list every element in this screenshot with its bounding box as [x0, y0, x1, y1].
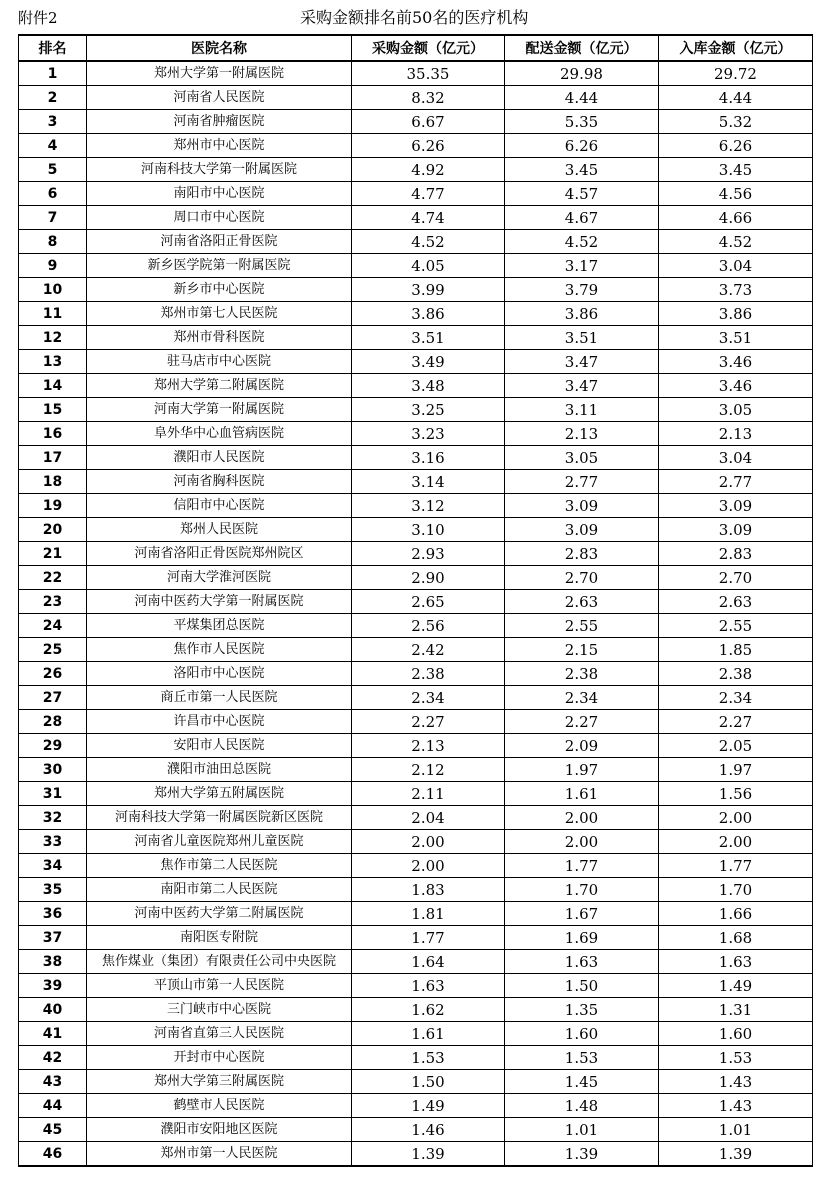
rank-cell: 8 [19, 230, 87, 254]
rank-cell: 10 [19, 278, 87, 302]
rank-cell: 36 [19, 902, 87, 926]
rank-cell: 33 [19, 830, 87, 854]
hospital-name-cell: 安阳市人民医院 [87, 734, 352, 758]
purchase-amount-cell: 1.49 [352, 1094, 505, 1118]
purchase-amount-cell: 2.93 [352, 542, 505, 566]
table-row [19, 638, 813, 662]
hospital-name-cell: 郑州大学第五附属医院 [87, 782, 352, 806]
storage-amount-cell: 1.39 [659, 1142, 813, 1167]
purchase-amount-cell: 1.39 [352, 1142, 505, 1167]
delivery-amount-cell: 3.79 [505, 278, 659, 302]
purchase-amount-cell: 3.99 [352, 278, 505, 302]
delivery-amount-cell: 1.67 [505, 902, 659, 926]
storage-amount-cell: 1.63 [659, 950, 813, 974]
hospital-name-cell: 河南省直第三人民医院 [87, 1022, 352, 1046]
hospital-name-cell: 濮阳市安阳地区医院 [87, 1118, 352, 1142]
storage-amount-cell: 2.77 [659, 470, 813, 494]
purchase-amount-cell: 2.56 [352, 614, 505, 638]
delivery-amount-cell: 1.61 [505, 782, 659, 806]
table-row [19, 230, 813, 254]
hospital-name-cell: 阜外华中心血管病医院 [87, 422, 352, 446]
storage-amount-cell: 1.85 [659, 638, 813, 662]
delivery-amount-cell: 1.69 [505, 926, 659, 950]
storage-amount-cell: 1.97 [659, 758, 813, 782]
table-row [19, 710, 813, 734]
delivery-amount-cell: 1.39 [505, 1142, 659, 1167]
rank-cell: 34 [19, 854, 87, 878]
header-storage-amount: 入库金额（亿元） [659, 35, 813, 61]
table-row [19, 158, 813, 182]
hospital-name-cell: 驻马店市中心医院 [87, 350, 352, 374]
storage-amount-cell: 4.66 [659, 206, 813, 230]
purchase-amount-cell: 2.42 [352, 638, 505, 662]
storage-amount-cell: 1.70 [659, 878, 813, 902]
table-row [19, 1070, 813, 1094]
storage-amount-cell: 3.04 [659, 446, 813, 470]
table-row [19, 1142, 813, 1167]
rank-cell: 1 [19, 61, 87, 86]
table-row [19, 470, 813, 494]
table-row [19, 782, 813, 806]
table-row [19, 902, 813, 926]
purchase-amount-cell: 3.86 [352, 302, 505, 326]
hospital-name-cell: 河南省胸科医院 [87, 470, 352, 494]
table-row [19, 998, 813, 1022]
purchase-amount-cell: 1.46 [352, 1118, 505, 1142]
storage-amount-cell: 6.26 [659, 134, 813, 158]
table-row [19, 86, 813, 110]
purchase-amount-cell: 1.53 [352, 1046, 505, 1070]
delivery-amount-cell: 1.53 [505, 1046, 659, 1070]
table-row [19, 422, 813, 446]
table-row [19, 1046, 813, 1070]
table-row [19, 926, 813, 950]
table-row [19, 590, 813, 614]
rank-cell: 14 [19, 374, 87, 398]
storage-amount-cell: 1.60 [659, 1022, 813, 1046]
hospital-name-cell: 鹤壁市人民医院 [87, 1094, 352, 1118]
hospital-name-cell: 南阳医专附院 [87, 926, 352, 950]
hospital-name-cell: 新乡医学院第一附属医院 [87, 254, 352, 278]
rank-cell: 37 [19, 926, 87, 950]
rank-cell: 19 [19, 494, 87, 518]
rank-cell: 30 [19, 758, 87, 782]
table-row [19, 566, 813, 590]
rank-cell: 42 [19, 1046, 87, 1070]
purchase-amount-cell: 6.67 [352, 110, 505, 134]
delivery-amount-cell: 2.00 [505, 806, 659, 830]
rank-cell: 26 [19, 662, 87, 686]
hospital-name-cell: 河南省肿瘤医院 [87, 110, 352, 134]
hospital-name-cell: 洛阳市中心医院 [87, 662, 352, 686]
rank-cell: 32 [19, 806, 87, 830]
storage-amount-cell: 1.43 [659, 1094, 813, 1118]
purchase-amount-cell: 2.34 [352, 686, 505, 710]
hospital-name-cell: 平顶山市第一人民医院 [87, 974, 352, 998]
rank-cell: 35 [19, 878, 87, 902]
rank-cell: 38 [19, 950, 87, 974]
hospital-name-cell: 郑州人民医院 [87, 518, 352, 542]
table-row [19, 518, 813, 542]
table-row [19, 1022, 813, 1046]
hospital-name-cell: 郑州大学第三附属医院 [87, 1070, 352, 1094]
table-row [19, 134, 813, 158]
hospital-name-cell: 河南中医药大学第一附属医院 [87, 590, 352, 614]
purchase-amount-cell: 1.77 [352, 926, 505, 950]
storage-amount-cell: 1.49 [659, 974, 813, 998]
table-row [19, 542, 813, 566]
delivery-amount-cell: 2.77 [505, 470, 659, 494]
rank-cell: 20 [19, 518, 87, 542]
delivery-amount-cell: 2.70 [505, 566, 659, 590]
table-row [19, 61, 813, 86]
purchase-amount-cell: 1.63 [352, 974, 505, 998]
delivery-amount-cell: 3.47 [505, 350, 659, 374]
delivery-amount-cell: 1.63 [505, 950, 659, 974]
rank-cell: 40 [19, 998, 87, 1022]
storage-amount-cell: 3.45 [659, 158, 813, 182]
storage-amount-cell: 2.38 [659, 662, 813, 686]
rank-cell: 15 [19, 398, 87, 422]
table-row [19, 686, 813, 710]
storage-amount-cell: 3.09 [659, 518, 813, 542]
annex-label: 附件2 [18, 9, 58, 27]
delivery-amount-cell: 2.63 [505, 590, 659, 614]
storage-amount-cell: 2.55 [659, 614, 813, 638]
purchase-amount-cell: 1.81 [352, 902, 505, 926]
purchase-amount-cell: 3.14 [352, 470, 505, 494]
delivery-amount-cell: 1.48 [505, 1094, 659, 1118]
storage-amount-cell: 29.72 [659, 61, 813, 86]
rank-cell: 44 [19, 1094, 87, 1118]
purchase-amount-cell: 1.50 [352, 1070, 505, 1094]
rank-cell: 2 [19, 86, 87, 110]
table-row [19, 110, 813, 134]
delivery-amount-cell: 3.17 [505, 254, 659, 278]
hospital-name-cell: 河南省人民医院 [87, 86, 352, 110]
storage-amount-cell: 2.13 [659, 422, 813, 446]
hospital-name-cell: 河南省儿童医院郑州儿童医院 [87, 830, 352, 854]
hospital-name-cell: 南阳市第二人民医院 [87, 878, 352, 902]
purchase-amount-cell: 8.32 [352, 86, 505, 110]
hospital-name-cell: 周口市中心医院 [87, 206, 352, 230]
storage-amount-cell: 1.43 [659, 1070, 813, 1094]
purchase-amount-cell: 3.10 [352, 518, 505, 542]
table-row [19, 758, 813, 782]
purchase-amount-cell: 6.26 [352, 134, 505, 158]
storage-amount-cell: 3.51 [659, 326, 813, 350]
delivery-amount-cell: 3.86 [505, 302, 659, 326]
hospital-name-cell: 焦作市人民医院 [87, 638, 352, 662]
table-row [19, 734, 813, 758]
storage-amount-cell: 2.34 [659, 686, 813, 710]
hospital-name-cell: 焦作煤业（集团）有限责任公司中央医院 [87, 950, 352, 974]
storage-amount-cell: 2.27 [659, 710, 813, 734]
purchase-amount-cell: 4.77 [352, 182, 505, 206]
rank-cell: 5 [19, 158, 87, 182]
storage-amount-cell: 1.56 [659, 782, 813, 806]
delivery-amount-cell: 2.38 [505, 662, 659, 686]
table-row [19, 278, 813, 302]
rank-cell: 25 [19, 638, 87, 662]
storage-amount-cell: 4.52 [659, 230, 813, 254]
delivery-amount-cell: 29.98 [505, 61, 659, 86]
hospital-name-cell: 商丘市第一人民医院 [87, 686, 352, 710]
hospital-name-cell: 濮阳市油田总医院 [87, 758, 352, 782]
purchase-amount-cell: 3.12 [352, 494, 505, 518]
rank-cell: 4 [19, 134, 87, 158]
delivery-amount-cell: 1.50 [505, 974, 659, 998]
rank-cell: 17 [19, 446, 87, 470]
storage-amount-cell: 1.66 [659, 902, 813, 926]
storage-amount-cell: 2.00 [659, 830, 813, 854]
table-body [19, 61, 813, 1166]
table-row [19, 806, 813, 830]
rank-cell: 16 [19, 422, 87, 446]
purchase-amount-cell: 3.23 [352, 422, 505, 446]
rank-cell: 18 [19, 470, 87, 494]
hospital-name-cell: 河南大学第一附属医院 [87, 398, 352, 422]
table-row [19, 1118, 813, 1142]
delivery-amount-cell: 5.35 [505, 110, 659, 134]
document-title: 采购金额排名前50名的医疗机构 [300, 8, 529, 27]
purchase-amount-cell: 2.00 [352, 830, 505, 854]
delivery-amount-cell: 2.27 [505, 710, 659, 734]
storage-amount-cell: 2.05 [659, 734, 813, 758]
storage-amount-cell: 5.32 [659, 110, 813, 134]
delivery-amount-cell: 4.52 [505, 230, 659, 254]
hospital-name-cell: 河南中医药大学第二附属医院 [87, 902, 352, 926]
purchase-amount-cell: 1.83 [352, 878, 505, 902]
purchase-amount-cell: 1.61 [352, 1022, 505, 1046]
delivery-amount-cell: 3.05 [505, 446, 659, 470]
purchase-amount-cell: 2.04 [352, 806, 505, 830]
rank-cell: 9 [19, 254, 87, 278]
table-row [19, 1094, 813, 1118]
rank-cell: 46 [19, 1142, 87, 1167]
delivery-amount-cell: 3.09 [505, 518, 659, 542]
header-purchase-amount: 采购金额（亿元） [352, 35, 505, 61]
delivery-amount-cell: 3.11 [505, 398, 659, 422]
hospital-name-cell: 三门峡市中心医院 [87, 998, 352, 1022]
rank-cell: 27 [19, 686, 87, 710]
rank-cell: 45 [19, 1118, 87, 1142]
table-row [19, 494, 813, 518]
delivery-amount-cell: 2.83 [505, 542, 659, 566]
header-hospital-name: 医院名称 [87, 35, 352, 61]
delivery-amount-cell: 1.45 [505, 1070, 659, 1094]
header-delivery-amount: 配送金额（亿元） [505, 35, 659, 61]
hospital-name-cell: 濮阳市人民医院 [87, 446, 352, 470]
rank-cell: 23 [19, 590, 87, 614]
table-row [19, 398, 813, 422]
storage-amount-cell: 3.86 [659, 302, 813, 326]
storage-amount-cell: 1.77 [659, 854, 813, 878]
rank-cell: 22 [19, 566, 87, 590]
table-row [19, 854, 813, 878]
delivery-amount-cell: 2.55 [505, 614, 659, 638]
purchase-amount-cell: 1.64 [352, 950, 505, 974]
hospital-name-cell: 郑州市第七人民医院 [87, 302, 352, 326]
rank-cell: 28 [19, 710, 87, 734]
table-row [19, 326, 813, 350]
hospital-ranking-table [18, 34, 813, 1167]
delivery-amount-cell: 1.77 [505, 854, 659, 878]
purchase-amount-cell: 4.52 [352, 230, 505, 254]
table-row [19, 374, 813, 398]
hospital-name-cell: 新乡市中心医院 [87, 278, 352, 302]
storage-amount-cell: 1.53 [659, 1046, 813, 1070]
storage-amount-cell: 2.00 [659, 806, 813, 830]
table-row [19, 182, 813, 206]
hospital-name-cell: 郑州市第一人民医院 [87, 1142, 352, 1167]
delivery-amount-cell: 6.26 [505, 134, 659, 158]
storage-amount-cell: 3.46 [659, 374, 813, 398]
hospital-name-cell: 焦作市第二人民医院 [87, 854, 352, 878]
rank-cell: 6 [19, 182, 87, 206]
rank-cell: 39 [19, 974, 87, 998]
table-row [19, 350, 813, 374]
storage-amount-cell: 4.56 [659, 182, 813, 206]
table-row [19, 878, 813, 902]
purchase-amount-cell: 2.90 [352, 566, 505, 590]
rank-cell: 3 [19, 110, 87, 134]
hospital-name-cell: 河南科技大学第一附属医院新区医院 [87, 806, 352, 830]
delivery-amount-cell: 1.70 [505, 878, 659, 902]
purchase-amount-cell: 2.13 [352, 734, 505, 758]
hospital-name-cell: 郑州大学第一附属医院 [87, 61, 352, 86]
hospital-name-cell: 河南科技大学第一附属医院 [87, 158, 352, 182]
header-rank: 排名 [19, 35, 87, 61]
purchase-amount-cell: 35.35 [352, 61, 505, 86]
purchase-amount-cell: 3.16 [352, 446, 505, 470]
delivery-amount-cell: 1.01 [505, 1118, 659, 1142]
storage-amount-cell: 2.70 [659, 566, 813, 590]
hospital-name-cell: 郑州市中心医院 [87, 134, 352, 158]
table-row [19, 974, 813, 998]
hospital-name-cell: 许昌市中心医院 [87, 710, 352, 734]
hospital-name-cell: 郑州大学第二附属医院 [87, 374, 352, 398]
rank-cell: 24 [19, 614, 87, 638]
hospital-name-cell: 开封市中心医院 [87, 1046, 352, 1070]
storage-amount-cell: 3.05 [659, 398, 813, 422]
delivery-amount-cell: 3.47 [505, 374, 659, 398]
table-row [19, 662, 813, 686]
purchase-amount-cell: 3.48 [352, 374, 505, 398]
hospital-name-cell: 河南大学淮河医院 [87, 566, 352, 590]
table-row [19, 830, 813, 854]
delivery-amount-cell: 1.35 [505, 998, 659, 1022]
hospital-name-cell: 平煤集团总医院 [87, 614, 352, 638]
storage-amount-cell: 1.31 [659, 998, 813, 1022]
storage-amount-cell: 1.68 [659, 926, 813, 950]
purchase-amount-cell: 2.12 [352, 758, 505, 782]
purchase-amount-cell: 2.38 [352, 662, 505, 686]
rank-cell: 21 [19, 542, 87, 566]
hospital-name-cell: 南阳市中心医院 [87, 182, 352, 206]
purchase-amount-cell: 4.05 [352, 254, 505, 278]
rank-cell: 41 [19, 1022, 87, 1046]
rank-cell: 7 [19, 206, 87, 230]
delivery-amount-cell: 2.09 [505, 734, 659, 758]
table-row [19, 206, 813, 230]
purchase-amount-cell: 2.27 [352, 710, 505, 734]
delivery-amount-cell: 4.57 [505, 182, 659, 206]
rank-cell: 13 [19, 350, 87, 374]
storage-amount-cell: 3.73 [659, 278, 813, 302]
hospital-name-cell: 信阳市中心医院 [87, 494, 352, 518]
purchase-amount-cell: 2.65 [352, 590, 505, 614]
purchase-amount-cell: 4.92 [352, 158, 505, 182]
rank-cell: 31 [19, 782, 87, 806]
hospital-name-cell: 郑州市骨科医院 [87, 326, 352, 350]
delivery-amount-cell: 3.51 [505, 326, 659, 350]
purchase-amount-cell: 3.25 [352, 398, 505, 422]
purchase-amount-cell: 2.11 [352, 782, 505, 806]
delivery-amount-cell: 2.15 [505, 638, 659, 662]
delivery-amount-cell: 3.09 [505, 494, 659, 518]
hospital-name-cell: 河南省洛阳正骨医院 [87, 230, 352, 254]
purchase-amount-cell: 3.49 [352, 350, 505, 374]
table-row [19, 950, 813, 974]
delivery-amount-cell: 3.45 [505, 158, 659, 182]
storage-amount-cell: 2.63 [659, 590, 813, 614]
delivery-amount-cell: 1.97 [505, 758, 659, 782]
purchase-amount-cell: 3.51 [352, 326, 505, 350]
table-row [19, 254, 813, 278]
purchase-amount-cell: 1.62 [352, 998, 505, 1022]
purchase-amount-cell: 2.00 [352, 854, 505, 878]
storage-amount-cell: 3.09 [659, 494, 813, 518]
rank-cell: 12 [19, 326, 87, 350]
storage-amount-cell: 1.01 [659, 1118, 813, 1142]
hospital-name-cell: 河南省洛阳正骨医院郑州院区 [87, 542, 352, 566]
delivery-amount-cell: 4.44 [505, 86, 659, 110]
storage-amount-cell: 2.83 [659, 542, 813, 566]
storage-amount-cell: 4.44 [659, 86, 813, 110]
storage-amount-cell: 3.46 [659, 350, 813, 374]
table-row [19, 302, 813, 326]
storage-amount-cell: 3.04 [659, 254, 813, 278]
table-row [19, 446, 813, 470]
rank-cell: 29 [19, 734, 87, 758]
delivery-amount-cell: 4.67 [505, 206, 659, 230]
table-header-row [19, 35, 813, 61]
purchase-amount-cell: 4.74 [352, 206, 505, 230]
table-row [19, 614, 813, 638]
delivery-amount-cell: 1.60 [505, 1022, 659, 1046]
delivery-amount-cell: 2.13 [505, 422, 659, 446]
delivery-amount-cell: 2.34 [505, 686, 659, 710]
rank-cell: 11 [19, 302, 87, 326]
delivery-amount-cell: 2.00 [505, 830, 659, 854]
rank-cell: 43 [19, 1070, 87, 1094]
